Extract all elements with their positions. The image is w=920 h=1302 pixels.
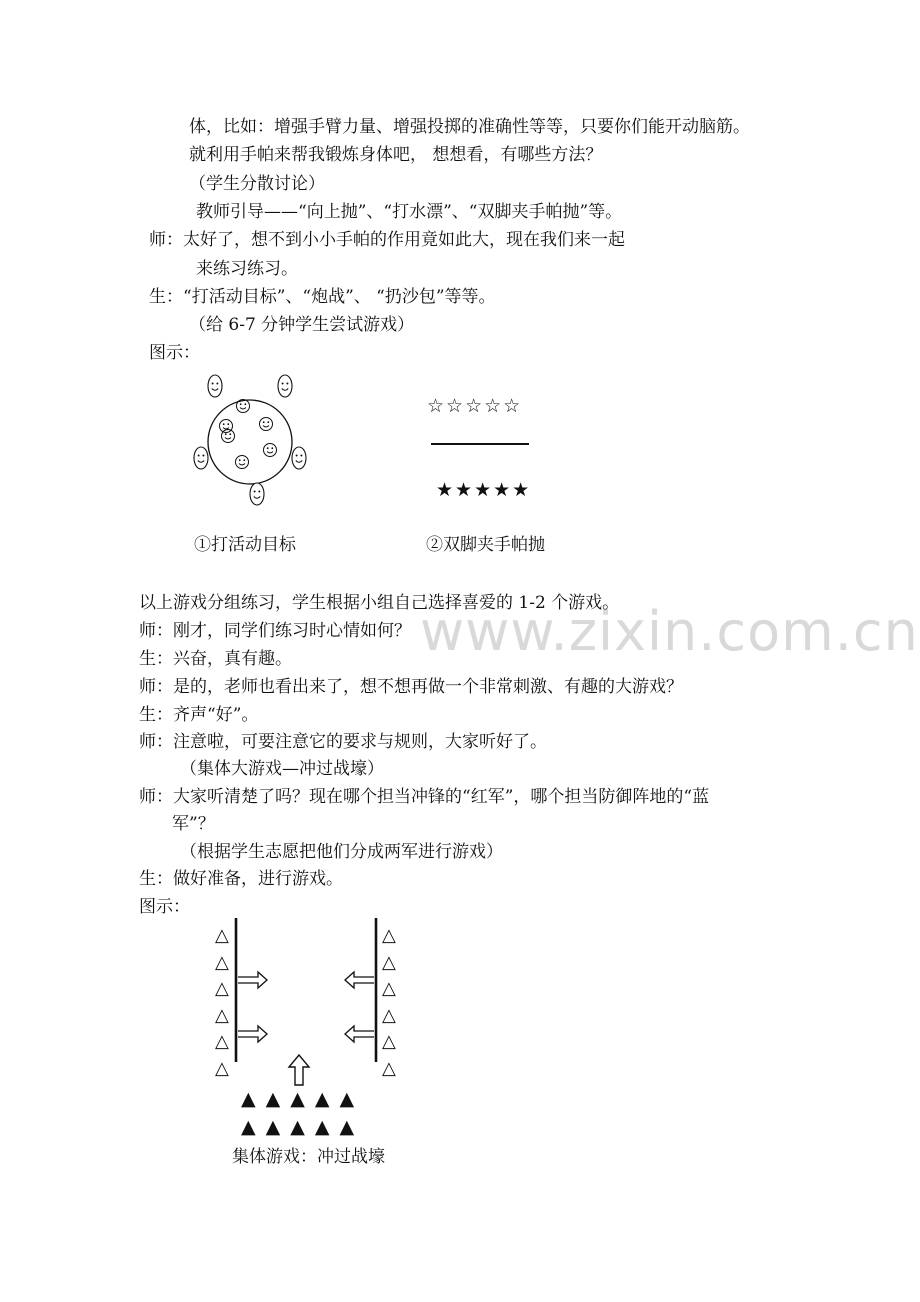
text-line-16: （集体大游戏—冲过战壕） <box>180 759 384 779</box>
inner-face-icon <box>236 456 249 469</box>
text-line-3: （学生分散讨论） <box>189 174 325 194</box>
inner-face-icon <box>222 430 235 443</box>
play-circle <box>208 400 292 484</box>
right-arrow-icon <box>238 972 267 988</box>
solid-stars-row: ★★★★★ <box>436 479 532 501</box>
defender-triangle: △ <box>215 978 229 1000</box>
outer-face-icon <box>208 375 222 397</box>
outer-face-icon <box>292 447 306 469</box>
defender-triangle: △ <box>382 1031 396 1053</box>
text-line-9: 图示： <box>149 343 200 363</box>
text-line-17: 师：大家听清楚了吗？现在哪个担当冲锋的“红军”，哪个担当防御阵地的“蓝 <box>139 787 710 807</box>
attackers-row-1: ▲▲▲▲▲ <box>241 1088 365 1110</box>
inner-face-icon <box>237 400 250 413</box>
text-line-13: 师：是的，老师也看出来了，想不想再做一个非常刺激、有趣的大游戏？ <box>139 677 683 697</box>
text-line-18: 军”？ <box>172 814 215 834</box>
defender-triangle: △ <box>215 951 229 973</box>
left-arrow-icon <box>345 972 374 988</box>
text-line-7: 生：“打活动目标”、“炮战”、 “扔沙包”等等。 <box>149 287 496 307</box>
text-line-4: 教师引导——“向上抛”、“打水漂”、“双脚夹手帕抛”等。 <box>196 202 623 222</box>
caption-trench-game: 集体游戏：冲过战壕 <box>232 1147 385 1167</box>
center-line <box>431 443 529 445</box>
watermark: www.zixin.com.cn <box>420 600 919 663</box>
left-defenders <box>215 923 229 1083</box>
text-line-15: 师：注意啦，可要注意它的要求与规则，大家听好了。 <box>139 732 547 752</box>
defender-triangle: △ <box>215 925 229 946</box>
text-line-8: （给 6-7 分钟学生尝试游戏） <box>189 315 415 335</box>
defender-triangle: △ <box>382 951 396 973</box>
text-line-20: 生：做好准备，进行游戏。 <box>139 869 343 889</box>
defender-triangle: △ <box>382 925 396 946</box>
text-line-14: 生：齐声“好”。 <box>139 705 259 725</box>
inner-face-icon <box>260 418 273 431</box>
defender-triangle: △ <box>215 1057 229 1079</box>
text-line-1: 体，比如：增强手臂力量、增强投掷的准确性等等，只要你们能开动脑筋。 <box>189 117 750 137</box>
defender-triangle: △ <box>215 1004 229 1026</box>
text-line-10: 以上游戏分组练习，学生根据小组自己选择喜爱的 1-2 个游戏。 <box>139 593 620 613</box>
outer-face-icon <box>278 375 292 397</box>
up-arrow-icon <box>287 1053 311 1087</box>
outer-face-icon <box>194 447 208 469</box>
attackers-row-2: ▲▲▲▲▲ <box>241 1116 365 1138</box>
right-defenders <box>382 923 396 1083</box>
right-arrow-icon <box>238 1026 267 1042</box>
target-game-diagram <box>186 368 316 510</box>
caption-target-game: ①打活动目标 <box>194 535 296 555</box>
defender-triangle: △ <box>215 1031 229 1053</box>
defender-triangle: △ <box>382 1057 396 1079</box>
text-line-2: 就利用手帕来帮我锻炼身体吧， 想想看，有哪些方法？ <box>189 145 603 165</box>
caption-feet-toss-game: ②双脚夹手帕抛 <box>426 535 545 555</box>
text-line-19: （根据学生志愿把他们分成两军进行游戏） <box>180 842 503 862</box>
text-line-21: 图示： <box>139 897 190 917</box>
inner-face-icon <box>264 444 277 457</box>
defender-triangle: △ <box>382 1004 396 1026</box>
text-line-6: 来练习练习。 <box>196 259 298 279</box>
left-arrow-icon <box>345 1026 374 1042</box>
text-line-12: 生：兴奋，真有趣。 <box>139 649 292 669</box>
hollow-stars-row: ☆☆☆☆☆ <box>427 395 523 417</box>
text-line-11: 师：刚才，同学们练习时心情如何？ <box>139 621 411 641</box>
outer-face-icon <box>250 483 264 505</box>
defender-triangle: △ <box>382 978 396 1000</box>
text-line-5: 师：太好了，想不到小小手帕的作用竟如此大，现在我们来一起 <box>149 230 625 250</box>
